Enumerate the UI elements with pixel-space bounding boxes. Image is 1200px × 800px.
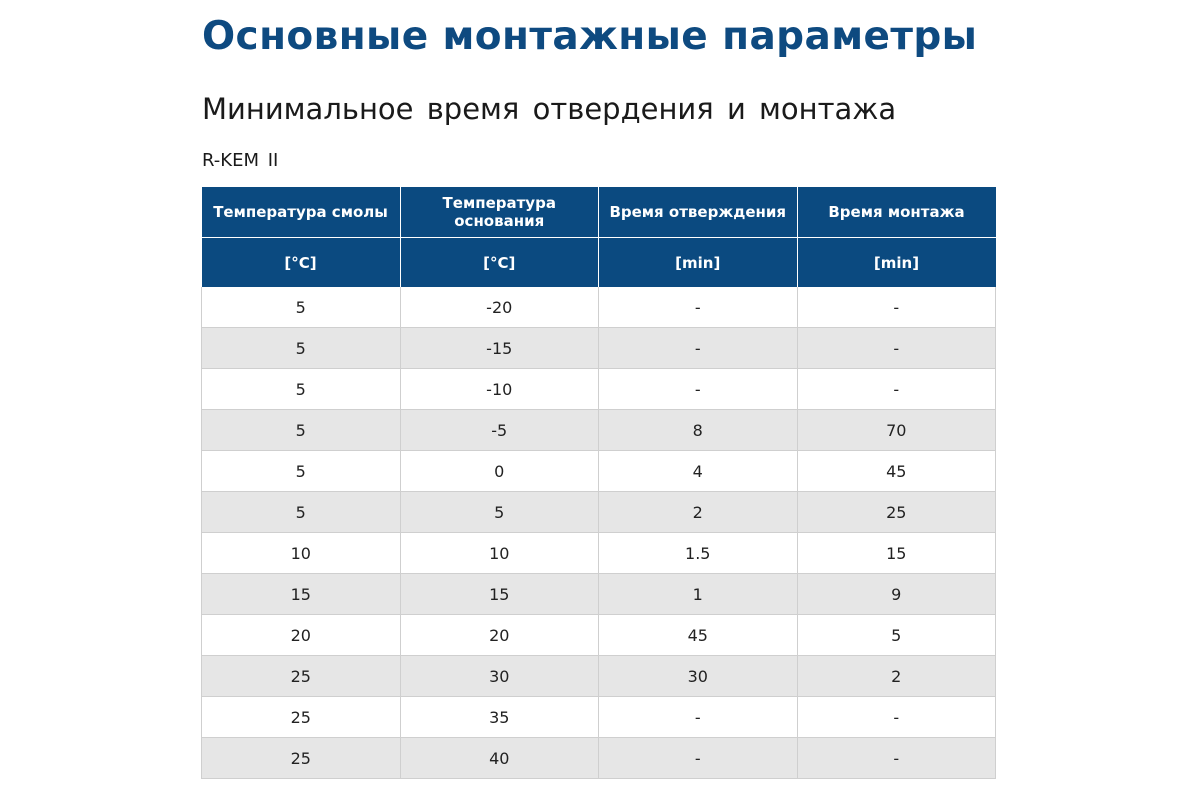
- cell-base-temp: 30: [400, 656, 599, 697]
- cell-resin-temp: 5: [202, 369, 401, 410]
- cell-curing-time: -: [599, 738, 798, 779]
- cell-curing-time: 8: [599, 410, 798, 451]
- cell-base-temp: -10: [400, 369, 599, 410]
- cell-base-temp: 5: [400, 492, 599, 533]
- cell-mounting-time: -: [797, 369, 996, 410]
- column-header-mounting-time: Время монтажа: [797, 187, 996, 238]
- table-row: [202, 287, 996, 328]
- cell-mounting-time: -: [797, 328, 996, 369]
- cell-mounting-time: -: [797, 738, 996, 779]
- cell-base-temp: -15: [400, 328, 599, 369]
- cell-resin-temp: 10: [202, 533, 401, 574]
- cell-mounting-time: 70: [797, 410, 996, 451]
- unit-base-temp: [°C]: [400, 238, 599, 288]
- cell-base-temp: 10: [400, 533, 599, 574]
- cell-base-temp: 20: [400, 615, 599, 656]
- cell-curing-time: -: [599, 697, 798, 738]
- cell-curing-time: -: [599, 287, 798, 328]
- cell-base-temp: 40: [400, 738, 599, 779]
- cell-curing-time: -: [599, 369, 798, 410]
- table-row: [202, 492, 996, 533]
- column-header-resin-temp: Температура смолы: [202, 187, 401, 238]
- table-units-row: [202, 238, 996, 288]
- cell-mounting-time: 25: [797, 492, 996, 533]
- table-row: [202, 738, 996, 779]
- cell-mounting-time: -: [797, 287, 996, 328]
- table-row: [202, 328, 996, 369]
- section-subtitle: Минимальное время отвердения и монтажа: [202, 92, 897, 126]
- table-row: [202, 410, 996, 451]
- cell-mounting-time: 45: [797, 451, 996, 492]
- unit-mounting-time: [min]: [797, 238, 996, 288]
- cell-curing-time: 1: [599, 574, 798, 615]
- cell-resin-temp: 5: [202, 328, 401, 369]
- cell-curing-time: 30: [599, 656, 798, 697]
- cell-base-temp: -5: [400, 410, 599, 451]
- cell-mounting-time: 2: [797, 656, 996, 697]
- cell-resin-temp: 15: [202, 574, 401, 615]
- cell-resin-temp: 5: [202, 287, 401, 328]
- table-row: [202, 697, 996, 738]
- cell-base-temp: -20: [400, 287, 599, 328]
- table-row: [202, 369, 996, 410]
- cell-resin-temp: 25: [202, 738, 401, 779]
- column-header-curing-time: Время отверждения: [599, 187, 798, 238]
- cell-curing-time: 4: [599, 451, 798, 492]
- column-header-base-temp: Температура основания: [400, 187, 599, 238]
- cell-curing-time: 45: [599, 615, 798, 656]
- product-name: R-KEM II: [202, 150, 279, 171]
- cell-curing-time: 2: [599, 492, 798, 533]
- cell-base-temp: 0: [400, 451, 599, 492]
- cell-curing-time: -: [599, 328, 798, 369]
- cell-mounting-time: 9: [797, 574, 996, 615]
- curing-time-table: [201, 187, 996, 779]
- table-row: [202, 451, 996, 492]
- page-title: Основные монтажные параметры: [202, 14, 978, 59]
- table-row: [202, 533, 996, 574]
- table-row: [202, 574, 996, 615]
- table-header-row: [202, 187, 996, 238]
- table-row: [202, 656, 996, 697]
- cell-base-temp: 35: [400, 697, 599, 738]
- cell-resin-temp: 5: [202, 451, 401, 492]
- table-body: [202, 287, 996, 779]
- cell-base-temp: 15: [400, 574, 599, 615]
- unit-resin-temp: [°C]: [202, 238, 401, 288]
- cell-resin-temp: 5: [202, 492, 401, 533]
- cell-mounting-time: 15: [797, 533, 996, 574]
- cell-resin-temp: 25: [202, 697, 401, 738]
- table-row: [202, 615, 996, 656]
- cell-resin-temp: 25: [202, 656, 401, 697]
- cell-curing-time: 1.5: [599, 533, 798, 574]
- cell-mounting-time: 5: [797, 615, 996, 656]
- unit-curing-time: [min]: [599, 238, 798, 288]
- cell-resin-temp: 5: [202, 410, 401, 451]
- cell-resin-temp: 20: [202, 615, 401, 656]
- cell-mounting-time: -: [797, 697, 996, 738]
